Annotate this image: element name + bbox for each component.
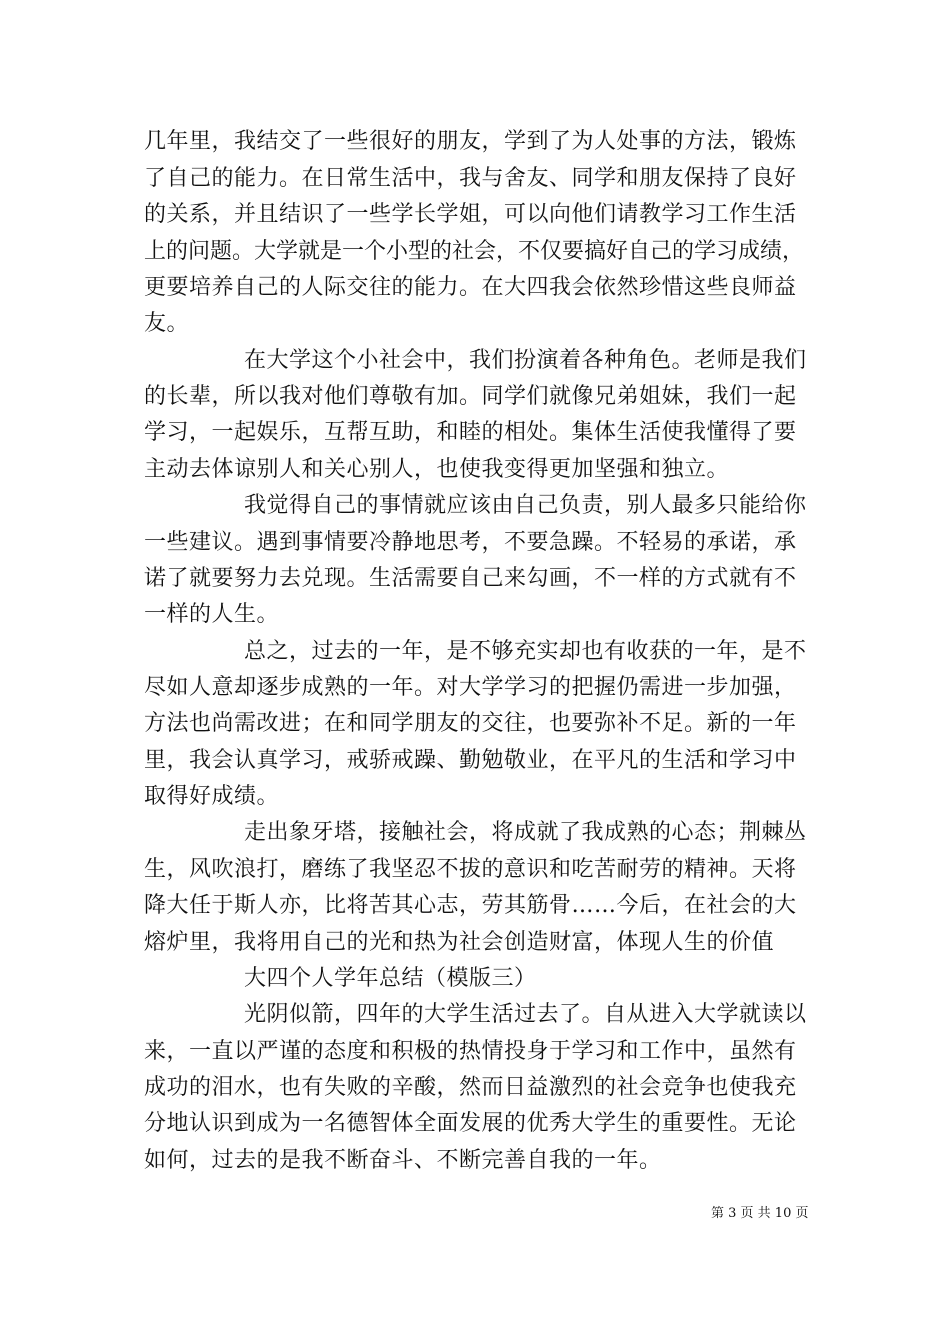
text-line: 光阴似箭，四年的大学生活过去了。自从进入大学就读以 xyxy=(244,1002,807,1027)
text-line: 如何，过去的是我不断奋斗、不断完善自我的一年。 xyxy=(144,1148,662,1173)
text-line: 取得好成绩。 xyxy=(144,784,280,809)
text-line: 主动去体谅别人和关心别人，也使我变得更加坚强和独立。 xyxy=(144,457,730,482)
text-line: 诺了就要努力去兑现。生活需要自己来勾画，不一样的方式就有不 xyxy=(144,566,797,591)
section-heading: 大四个人学年总结（模版三） xyxy=(244,966,537,991)
text-line: 方法也尚需改进；在和同学朋友的交往，也要弥补不足。新的一年 xyxy=(144,711,797,736)
text-line: 上的问题。大学就是一个小型的社会，不仅要搞好自己的学习成绩， xyxy=(144,239,805,264)
text-line: 几年里，我结交了一些很好的朋友，学到了为人处事的方法，锻炼 xyxy=(144,129,797,154)
text-line: 了自己的能力。在日常生活中，我与舍友、同学和朋友保持了良好 xyxy=(144,166,797,191)
text-line: 总之，过去的一年，是不够充实却也有收获的一年，是不 xyxy=(244,639,807,664)
text-line: 更要培养自己的人际交往的能力。在大四我会依然珍惜这些良师益 xyxy=(144,275,797,300)
text-line: 在大学这个小社会中，我们扮演着各种角色。老师是我们 xyxy=(244,348,807,373)
text-line: 的长辈，所以我对他们尊敬有加。同学们就像兄弟姐妹，我们一起 xyxy=(144,384,797,409)
text-line: 熔炉里，我将用自己的光和热为社会创造财富，体现人生的价值 xyxy=(144,930,775,955)
text-line: 分地认识到成为一名德智体全面发展的优秀大学生的重要性。无论 xyxy=(144,1111,797,1136)
text-line: 走出象牙塔，接触社会，将成就了我成熟的心态；荆棘丛 xyxy=(244,820,807,845)
text-line: 学习，一起娱乐，互帮互助，和睦的相处。集体生活使我懂得了要 xyxy=(144,420,797,445)
text-line: 友。 xyxy=(144,311,190,336)
text-line: 成功的泪水，也有失败的辛酸，然而日益激烈的社会竞争也使我充 xyxy=(144,1075,797,1100)
text-line: 一些建议。遇到事情要冷静地思考，不要急躁。不轻易的承诺，承 xyxy=(144,530,797,555)
text-line: 尽如人意却逐步成熟的一年。对大学学习的把握仍需进一步加强， xyxy=(144,675,797,700)
text-line: 的关系，并且结识了一些学长学姐，可以向他们请教学习工作生活 xyxy=(144,202,797,227)
text-line: 来，一直以严谨的态度和积极的热情投身于学习和工作中，虽然有 xyxy=(144,1039,797,1064)
text-line: 一样的人生。 xyxy=(144,602,280,627)
text-line: 里，我会认真学习，戒骄戒躁、勤勉敬业，在平凡的生活和学习中 xyxy=(144,748,797,773)
text-line: 生，风吹浪打，磨练了我坚忍不拔的意识和吃苦耐劳的精神。天将 xyxy=(144,857,797,882)
text-line: 我觉得自己的事情就应该由自己负责，别人最多只能给你 xyxy=(244,493,807,518)
text-line: 降大任于斯人亦，比将苦其心志，劳其筋骨……今后，在社会的大 xyxy=(144,893,797,918)
page-number: 第 3 页 共 10 页 xyxy=(711,1206,809,1221)
